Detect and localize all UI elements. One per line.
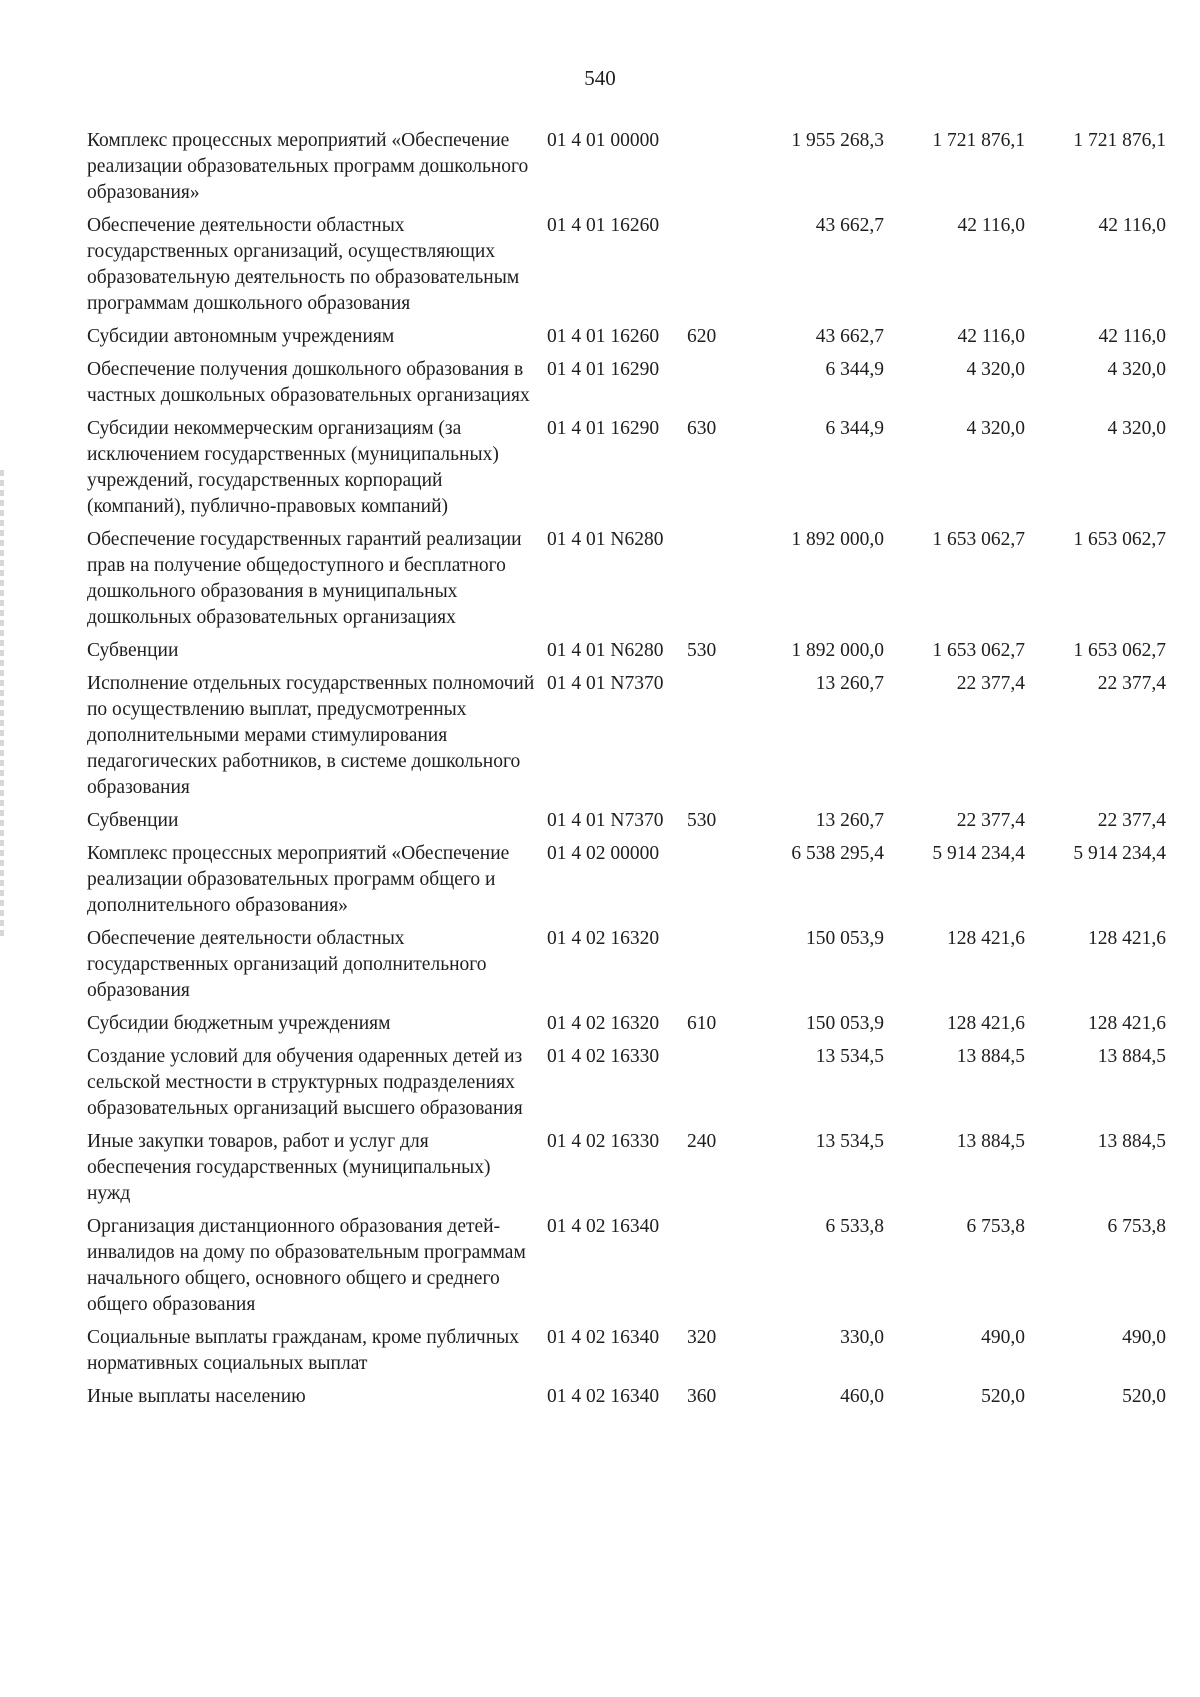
row-code: 01 4 02 00000 [547, 843, 660, 864]
row-expense-type: 360 [687, 1386, 717, 1407]
row-code: 01 4 01 16260 [547, 215, 660, 236]
table-row [87, 1384, 1167, 1410]
row-expense-type: 620 [687, 326, 717, 347]
row-value-year-1: 6 533,8 [825, 1216, 884, 1237]
row-code: 01 4 01 16290 [547, 418, 660, 439]
row-expense-type: 320 [687, 1327, 717, 1348]
row-value-year-2: 13 884,5 [956, 1046, 1025, 1067]
table-row [87, 128, 1167, 206]
row-value-year-1: 43 662,7 [815, 215, 884, 236]
row-value-year-2: 42 116,0 [957, 215, 1025, 236]
row-code: 01 4 01 00000 [547, 130, 660, 151]
row-code: 01 4 01 16290 [547, 359, 660, 380]
row-value-year-3: 22 377,4 [1097, 673, 1166, 694]
row-name: Субвенции [87, 810, 179, 831]
row-name: Иные выплаты населению [87, 1386, 306, 1407]
row-value-year-1: 13 534,5 [815, 1046, 884, 1067]
row-code: 01 4 02 16330 [547, 1046, 660, 1067]
row-name: Социальные выплаты гражданам, кроме публичных нормативных социальных выплат [87, 1327, 519, 1374]
row-value-year-1: 13 534,5 [815, 1131, 884, 1152]
row-value-year-3: 1 653 062,7 [1073, 640, 1166, 661]
row-value-year-1: 330,0 [840, 1327, 884, 1348]
row-value-year-2: 6 753,8 [966, 1216, 1025, 1237]
table-row [87, 671, 1167, 801]
row-name: Создание условий для обучения одаренных детей из сельской местности в структурных подразделениях образовательных организаций высшего образования [87, 1046, 523, 1119]
budget-table [87, 128, 1167, 1417]
row-value-year-3: 520,0 [1122, 1386, 1166, 1407]
row-value-year-3: 6 753,8 [1107, 1216, 1166, 1237]
table-row [87, 638, 1167, 664]
table-row [87, 808, 1167, 834]
row-code: 01 4 02 16340 [547, 1386, 660, 1407]
row-value-year-1: 150 053,9 [806, 1013, 884, 1034]
row-value-year-2: 128 421,6 [947, 1013, 1025, 1034]
row-code: 01 4 01 N7370 [547, 810, 664, 831]
row-value-year-3: 13 884,5 [1097, 1046, 1166, 1067]
row-value-year-3: 490,0 [1122, 1327, 1166, 1348]
row-value-year-1: 6 344,9 [825, 359, 884, 380]
row-value-year-1: 150 053,9 [806, 928, 884, 949]
table-row [87, 357, 1167, 409]
row-expense-type: 530 [687, 810, 717, 831]
row-code: 01 4 02 16320 [547, 928, 660, 949]
row-code: 01 4 02 16340 [547, 1216, 660, 1237]
row-value-year-2: 22 377,4 [956, 810, 1025, 831]
table-row [87, 1129, 1167, 1207]
row-value-year-2: 22 377,4 [956, 673, 1025, 694]
row-value-year-1: 13 260,7 [815, 673, 884, 694]
row-name: Субсидии некоммерческим организациям (за исключением государственных (муниципальных) учреждений, государственных корпораций (компаний), публично-правовых компаний) [87, 418, 499, 517]
row-code: 01 4 02 16330 [547, 1131, 660, 1152]
row-value-year-2: 5 914 234,4 [932, 843, 1025, 864]
table-row [87, 1011, 1167, 1037]
row-value-year-1: 460,0 [840, 1386, 884, 1407]
row-expense-type: 530 [687, 640, 717, 661]
table-row [87, 324, 1167, 350]
row-value-year-2: 128 421,6 [947, 928, 1025, 949]
row-name: Комплекс процессных мероприятий «Обеспечение реализации образовательных программ общего и дополнительного образования» [87, 843, 510, 916]
row-value-year-1: 1 892 000,0 [791, 640, 884, 661]
row-value-year-3: 5 914 234,4 [1073, 843, 1166, 864]
row-value-year-1: 1 892 000,0 [791, 529, 884, 550]
row-value-year-2: 1 653 062,7 [932, 529, 1025, 550]
table-row [87, 926, 1167, 1004]
row-value-year-1: 43 662,7 [815, 326, 884, 347]
table-row [87, 1325, 1167, 1377]
scan-edge-mark [0, 470, 4, 940]
row-value-year-1: 13 260,7 [815, 810, 884, 831]
page-number: 540 [584, 66, 616, 90]
row-name: Обеспечение государственных гарантий реализации прав на получение общедоступного и бесплатного дошкольного образования в муниципальных дошкольных образовательных организациях [87, 529, 522, 628]
table-row [87, 1214, 1167, 1318]
row-value-year-2: 520,0 [981, 1386, 1025, 1407]
row-name: Субвенции [87, 640, 179, 661]
table-row [87, 213, 1167, 317]
row-value-year-3: 42 116,0 [1098, 326, 1166, 347]
row-value-year-1: 1 955 268,3 [791, 130, 884, 151]
row-name: Обеспечение деятельности областных государственных организаций, осуществляющих образовательную деятельность по образовательным программам дошкольного образования [87, 215, 520, 314]
row-value-year-3: 13 884,5 [1097, 1131, 1166, 1152]
row-value-year-2: 42 116,0 [957, 326, 1025, 347]
row-code: 01 4 01 N6280 [547, 640, 664, 661]
table-row [87, 527, 1167, 631]
row-value-year-2: 4 320,0 [966, 359, 1025, 380]
row-name: Иные закупки товаров, работ и услуг для обеспечения государственных (муниципальных) нужд [87, 1131, 491, 1204]
row-value-year-3: 4 320,0 [1107, 359, 1166, 380]
row-code: 01 4 02 16340 [547, 1327, 660, 1348]
row-name: Обеспечение деятельности областных государственных организаций дополнительного образования [87, 928, 487, 1001]
row-value-year-3: 22 377,4 [1097, 810, 1166, 831]
row-value-year-2: 1 721 876,1 [932, 130, 1025, 151]
row-value-year-2: 4 320,0 [966, 418, 1025, 439]
row-code: 01 4 02 16320 [547, 1013, 660, 1034]
row-value-year-2: 1 653 062,7 [932, 640, 1025, 661]
row-expense-type: 630 [687, 418, 717, 439]
row-name: Субсидии автономным учреждениям [87, 326, 395, 347]
row-name: Исполнение отдельных государственных полномочий по осуществлению выплат, предусмотренных дополнительными мерами стимулирования педагогических работников, в системе дошкольного образования [87, 673, 535, 798]
row-code: 01 4 01 N6280 [547, 529, 664, 550]
table-row [87, 841, 1167, 919]
row-name: Субсидии бюджетным учреждениям [87, 1013, 391, 1034]
row-value-year-2: 13 884,5 [956, 1131, 1025, 1152]
table-row [87, 416, 1167, 520]
row-name: Обеспечение получения дошкольного образования в частных дошкольных образовательных организациях [87, 359, 530, 406]
table-row [87, 1044, 1167, 1122]
row-code: 01 4 01 N7370 [547, 673, 664, 694]
row-code: 01 4 01 16260 [547, 326, 660, 347]
row-value-year-3: 42 116,0 [1098, 215, 1166, 236]
row-expense-type: 610 [687, 1013, 717, 1034]
row-value-year-1: 6 538 295,4 [791, 843, 884, 864]
row-name: Организация дистанционного образования детей-инвалидов на дому по образовательным программам начального общего, основного общего и среднего общего образования [87, 1216, 526, 1315]
row-name: Комплекс процессных мероприятий «Обеспечение реализации образовательных программ дошкольного образования» [87, 130, 529, 203]
row-value-year-3: 1 653 062,7 [1073, 529, 1166, 550]
row-value-year-2: 490,0 [981, 1327, 1025, 1348]
row-value-year-1: 6 344,9 [825, 418, 884, 439]
row-value-year-3: 4 320,0 [1107, 418, 1166, 439]
row-value-year-3: 128 421,6 [1088, 928, 1166, 949]
row-value-year-3: 128 421,6 [1088, 1013, 1166, 1034]
row-expense-type: 240 [687, 1131, 717, 1152]
row-value-year-3: 1 721 876,1 [1073, 130, 1166, 151]
